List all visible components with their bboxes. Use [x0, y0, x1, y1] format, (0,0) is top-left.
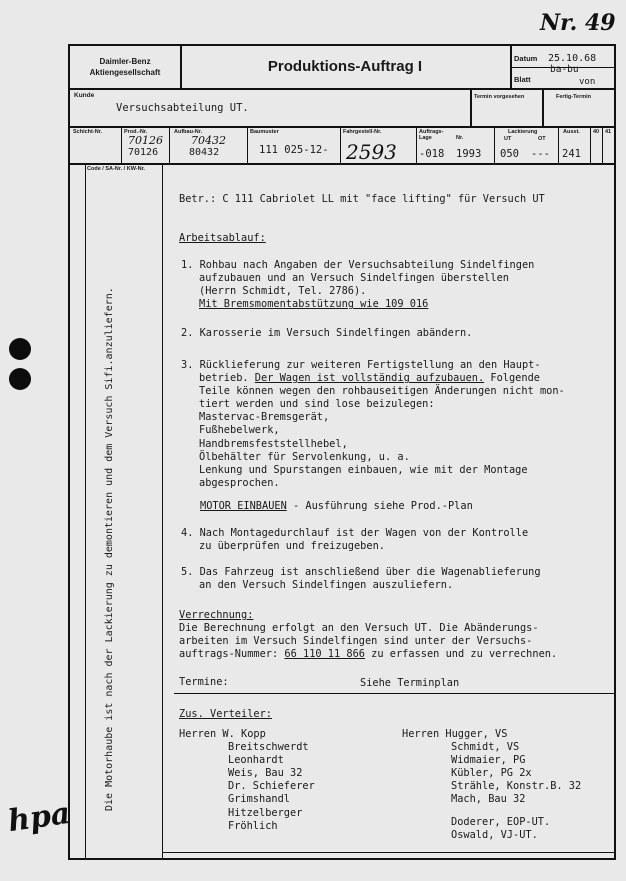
fertig-termin-label: Fertig-Termin — [556, 94, 592, 100]
company-name: Daimler-Benz Aktiengesellschaft — [89, 57, 161, 77]
aufbau-value: 80432 — [189, 147, 220, 158]
verteiler-right: Herren Hugger, VS Schmidt, VS Widmaier, PG Kübler, PG 2x Strähle, Konstr.B. 32 Mach, Bau 32 Doderer, EOP-UT. Oswald, VJ-UT. — [402, 728, 582, 841]
col40-label: 40 — [593, 129, 600, 135]
aufbau-label: Aufbau-Nr. — [174, 129, 203, 135]
baumuster-label: Baumuster — [250, 129, 279, 135]
blatt-value: ba-bu — [550, 64, 579, 75]
ot-value: --- — [531, 148, 550, 160]
termine-value: Siehe Terminplan — [360, 677, 460, 689]
handwritten-initials: hpa — [5, 795, 73, 840]
verteiler-heading: Zus. Verteiler: — [179, 708, 272, 720]
item-5: 5. Das Fahrzeug ist anschließend über die Wagenablieferung an den Versuch Sindelfingen auszuliefern. — [181, 566, 541, 592]
ut-label: UT — [504, 136, 512, 142]
item-3: 3. Rücklieferung zur weiteren Fertigstellung an den Haupt- betrieb. Der Wagen ist vollständig aufzubauen. Folgende Teile können wegen den rohbauseitigen Änderungen nicht mon- tiert werden und sind lose beizulegen: Mastervac-Bremsgerät, Fußhebelwerk, Handbremsfeststellhebel, Ölbehälter für Servolenkung, u. a. Lenkung und Spurstangen einbauen, wie mit der Montage abgesprochen. — [181, 359, 565, 489]
ausst-value: 241 — [562, 148, 581, 160]
betreff: Betr.: C 111 Cabriolet LL mit "face lifting" für Versuch UT — [179, 193, 545, 205]
code-label: Code / SA-Nr. / KW-Nr. — [87, 166, 145, 172]
nr-value: 1993 — [456, 148, 482, 160]
termine-label: Termine: — [179, 676, 229, 688]
arbeitsablauf-heading: Arbeitsablauf: — [179, 232, 266, 244]
baumuster-value: 111 025-12- — [259, 144, 329, 156]
prod-label: Prod.-Nr. — [124, 129, 148, 135]
verteiler-left: Herren W. Kopp Breitschwerdt Leonhardt Weis, Bau 32 Dr. Schieferer Grimshandl Hitzelberger Fröhlich — [179, 728, 315, 832]
form-title: Produktions-Auftrag I — [267, 58, 423, 75]
blatt-von: von — [579, 77, 596, 87]
stamp-number: Nr. 49 — [540, 10, 616, 36]
verrechnung: Verrechnung: Die Berechnung erfolgt an den Versuch UT. Die Abänderungs- arbeiten im Versuch Sindelfingen sind unter der Versuchs- auftrags-Nummer: 66 110 11 866 zu erfassen und zu verrechnen. — [179, 609, 558, 661]
prod-handwritten: 70126 — [128, 134, 163, 147]
punch-hole-bottom — [9, 368, 31, 390]
datum-value: 25.10.68 — [548, 53, 597, 64]
auftrags-lage-label: Auftrags-Lage — [419, 129, 444, 141]
aufbau-handwritten: 70432 — [191, 134, 226, 147]
schicht-label: Schicht-Nr. — [73, 129, 103, 135]
nr-label: Nr. — [456, 135, 464, 141]
ot-label: OT — [538, 136, 546, 142]
production-order-form — [68, 44, 616, 860]
punch-hole-top — [9, 338, 31, 360]
ausst-label: Ausst. — [563, 129, 580, 135]
item-4: 4. Nach Montagedurchlauf ist der Wagen von der Kontrolle zu überprüfen und freizugeben. — [181, 527, 529, 553]
auftrags-lage-value: -018 — [419, 148, 445, 160]
kunde-value: Versuchsabteilung UT. — [116, 102, 249, 114]
termin-vorgesehen-label: Termin vorgesehen — [474, 94, 525, 100]
side-note: Die Motorhaube ist nach der Lackierung zu demontieren und dem Versuch Sifi.anzuliefern. — [104, 287, 115, 811]
blatt-label: Blatt — [514, 75, 531, 84]
col41-label: 41 — [605, 129, 612, 135]
item-2: 2. Karosserie im Versuch Sindelfingen abändern. — [181, 327, 473, 339]
prod-value: 70126 — [128, 147, 159, 158]
ut-value: 050 — [500, 148, 519, 160]
motor-einbauen: MOTOR EINBAUEN - Ausführung siehe Prod.-Plan — [200, 500, 473, 512]
datum-label: Datum — [514, 54, 538, 63]
kunde-label: Kunde — [74, 92, 95, 99]
fahrgestell-value: 2593 — [346, 140, 397, 164]
lackierung-label: Lackierung — [508, 129, 538, 135]
fahrgestell-label: Fahrgestell-Nr. — [343, 129, 382, 135]
item-1: 1. Rohbau nach Angaben der Versuchsabteilung Sindelfingen aufzubauen und an Versuch Sindelfingen überstellen (Herrn Schmidt, Tel. 2786). Mit Bremsmomentabstützung wie 109 016 — [181, 259, 535, 311]
